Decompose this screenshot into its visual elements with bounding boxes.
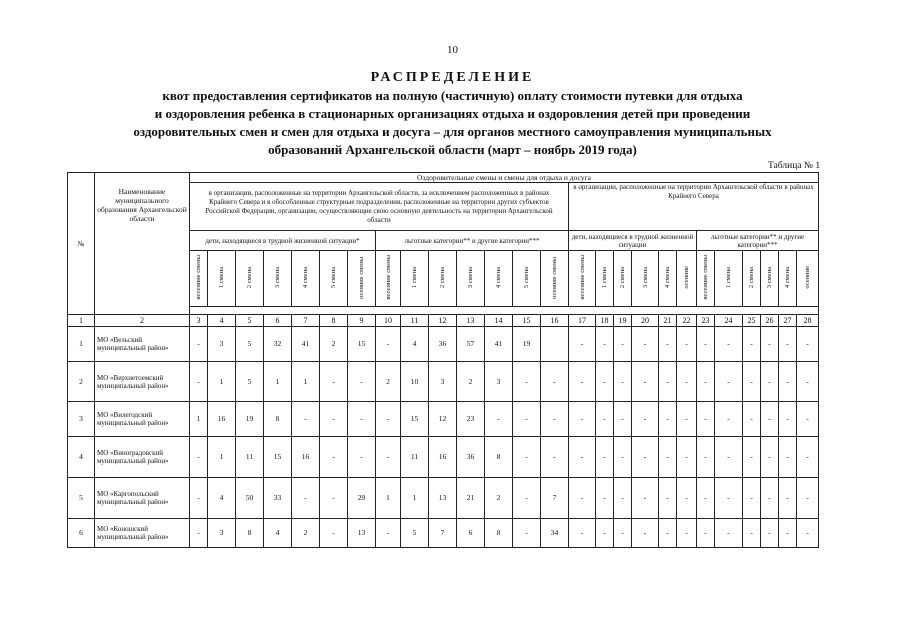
table-cell: - bbox=[513, 362, 541, 402]
header-shift-label: 5 смена bbox=[523, 266, 530, 289]
header-shift bbox=[743, 251, 761, 307]
table-cell: - bbox=[569, 327, 596, 362]
table-cell: 15 bbox=[264, 437, 292, 478]
header-shift bbox=[320, 251, 348, 307]
table-row bbox=[68, 478, 819, 519]
table-label: Таблица № 1 bbox=[768, 161, 821, 171]
row-number: 4 bbox=[68, 437, 95, 478]
header-shift bbox=[348, 251, 376, 307]
table-cell: - bbox=[761, 478, 779, 519]
table-cell: 1 bbox=[376, 478, 401, 519]
row-name: МО «Вилегодский муниципальный район» bbox=[95, 402, 190, 437]
table-cell: 8 bbox=[485, 519, 513, 548]
table-cell: - bbox=[797, 519, 819, 548]
column-number: 8 bbox=[320, 315, 348, 327]
header-shift bbox=[513, 251, 541, 307]
table-cell: 8 bbox=[264, 402, 292, 437]
table-cell: - bbox=[632, 437, 659, 478]
table-cell: 15 bbox=[348, 327, 376, 362]
table-cell: - bbox=[677, 437, 697, 478]
subtitle-line: образований Архангельской области (март – ноябрь 2019 года) bbox=[268, 142, 637, 157]
table-cell: 10 bbox=[401, 362, 429, 402]
header-spacer bbox=[190, 307, 819, 315]
table-cell: - bbox=[677, 362, 697, 402]
table-cell: - bbox=[659, 478, 677, 519]
table-cell: - bbox=[797, 437, 819, 478]
header-sub-a2: льготные категории** и другие категории*** bbox=[376, 231, 569, 251]
table-cell: 50 bbox=[236, 478, 264, 519]
table-cell: - bbox=[632, 519, 659, 548]
table-cell: - bbox=[761, 519, 779, 548]
table-cell: - bbox=[697, 362, 715, 402]
table-row bbox=[68, 362, 819, 402]
row-name: МО «Каргопольский муниципальный район» bbox=[95, 478, 190, 519]
table-cell: - bbox=[677, 402, 697, 437]
header-group-b: в организации, расположенные на территории Архангельской области в районах Крайнего Севера bbox=[569, 183, 819, 231]
column-number: 1 bbox=[68, 315, 95, 327]
column-number: 14 bbox=[485, 315, 513, 327]
table-cell: - bbox=[348, 437, 376, 478]
column-number: 21 bbox=[659, 315, 677, 327]
table-cell: 3 bbox=[208, 519, 236, 548]
table-cell: - bbox=[659, 327, 677, 362]
table-cell: - bbox=[614, 362, 632, 402]
table-cell: - bbox=[292, 402, 320, 437]
table-cell: - bbox=[715, 327, 743, 362]
column-number: 7 bbox=[292, 315, 320, 327]
table-cell: 2 bbox=[457, 362, 485, 402]
column-number: 20 bbox=[632, 315, 659, 327]
header-shift-label: весенние смены bbox=[195, 255, 202, 300]
table-cell: 1 bbox=[401, 478, 429, 519]
column-number: 27 bbox=[779, 315, 797, 327]
table-cell: 4 bbox=[401, 327, 429, 362]
header-shift-label: 3 смена bbox=[641, 266, 649, 289]
table-cell: - bbox=[569, 362, 596, 402]
table-cell: 16 bbox=[292, 437, 320, 478]
header-shift-label: весенние смены bbox=[384, 255, 392, 300]
row-number: 3 bbox=[68, 402, 95, 437]
table-cell: 19 bbox=[513, 327, 541, 362]
table-cell: - bbox=[596, 437, 614, 478]
header-name: Наименование муниципального образования Архангельской области bbox=[95, 173, 190, 315]
column-number: 23 bbox=[697, 315, 715, 327]
table-cell: 16 bbox=[429, 437, 457, 478]
header-shift bbox=[292, 251, 320, 307]
table-cell: 1 bbox=[208, 437, 236, 478]
table-cell: - bbox=[541, 437, 569, 478]
column-number: 28 bbox=[797, 315, 819, 327]
table-cell: - bbox=[761, 402, 779, 437]
header-shift-label: 3 смена bbox=[467, 266, 474, 289]
table-cell: 29 bbox=[348, 478, 376, 519]
table-cell: 5 bbox=[236, 327, 264, 362]
column-number: 2 bbox=[95, 315, 190, 327]
header-shift bbox=[236, 251, 264, 307]
table-cell: 3 bbox=[208, 327, 236, 362]
table-row bbox=[68, 519, 819, 548]
header-num: № bbox=[68, 173, 95, 315]
header-shift-label: 1 смена bbox=[725, 266, 732, 289]
table-cell: 5 bbox=[236, 362, 264, 402]
table-cell: 15 bbox=[401, 402, 429, 437]
header-shift-label: 2 смена bbox=[748, 266, 755, 289]
header-shift-label: весенние смены bbox=[702, 255, 709, 300]
header-shift bbox=[797, 251, 819, 307]
document-title: РАСПРЕДЕЛЕНИЕ bbox=[370, 70, 535, 85]
header-shift bbox=[614, 251, 632, 307]
table-cell: - bbox=[697, 327, 715, 362]
table-cell: 2 bbox=[376, 362, 401, 402]
table-cell: 1 bbox=[190, 402, 208, 437]
table-cell: 36 bbox=[457, 437, 485, 478]
table-cell: 57 bbox=[457, 327, 485, 362]
table-cell: - bbox=[715, 437, 743, 478]
header-shift-label: осенние смены bbox=[551, 256, 558, 299]
table-cell: - bbox=[190, 437, 208, 478]
column-number: 6 bbox=[264, 315, 292, 327]
table-row bbox=[68, 327, 819, 362]
column-number: 5 bbox=[236, 315, 264, 327]
table-cell: - bbox=[320, 478, 348, 519]
table-cell: - bbox=[569, 437, 596, 478]
table-cell: - bbox=[376, 327, 401, 362]
header-shift-label: 1 смена bbox=[218, 266, 225, 289]
table-cell: 16 bbox=[208, 402, 236, 437]
table-cell: - bbox=[541, 402, 569, 437]
column-number: 12 bbox=[429, 315, 457, 327]
column-number: 25 bbox=[743, 315, 761, 327]
table-cell: 41 bbox=[292, 327, 320, 362]
header-shift bbox=[659, 251, 677, 307]
table-cell: - bbox=[797, 362, 819, 402]
table-cell: - bbox=[541, 362, 569, 402]
table-cell: - bbox=[614, 437, 632, 478]
table-cell: - bbox=[513, 437, 541, 478]
table-row bbox=[68, 437, 819, 478]
table-cell: - bbox=[376, 437, 401, 478]
table-cell: 3 bbox=[485, 362, 513, 402]
table-cell: 8 bbox=[236, 519, 264, 548]
subtitle-line: оздоровительных смен и смен для отдыха и досуга – для органов местного самоуправления муниципальных bbox=[133, 124, 772, 139]
table-cell: - bbox=[779, 327, 797, 362]
header-shift bbox=[376, 251, 401, 307]
table-cell: - bbox=[320, 437, 348, 478]
table-cell: - bbox=[659, 362, 677, 402]
table-cell: - bbox=[715, 362, 743, 402]
header-sub-b2: льготные категории** и другие категории*** bbox=[697, 231, 819, 251]
row-name: МО «Вельский муниципальный район» bbox=[95, 327, 190, 362]
table-cell: 8 bbox=[485, 437, 513, 478]
table-cell: 12 bbox=[429, 402, 457, 437]
column-number: 17 bbox=[569, 315, 596, 327]
header-shift bbox=[596, 251, 614, 307]
header-shift bbox=[677, 251, 697, 307]
table-cell: 7 bbox=[541, 478, 569, 519]
table-cell: - bbox=[659, 437, 677, 478]
header-shift-label: осенние смены bbox=[358, 256, 365, 299]
table-cell: - bbox=[659, 519, 677, 548]
table-cell: - bbox=[677, 327, 697, 362]
table-cell: 2 bbox=[485, 478, 513, 519]
column-number: 19 bbox=[614, 315, 632, 327]
table-cell: - bbox=[797, 327, 819, 362]
table-cell: 11 bbox=[401, 437, 429, 478]
table-cell: - bbox=[761, 437, 779, 478]
table-cell: - bbox=[659, 402, 677, 437]
column-number: 16 bbox=[541, 315, 569, 327]
table-cell: - bbox=[614, 402, 632, 437]
table-cell: 36 bbox=[429, 327, 457, 362]
table-cell: - bbox=[697, 478, 715, 519]
header-shift bbox=[779, 251, 797, 307]
table-cell: 1 bbox=[208, 362, 236, 402]
table-cell: - bbox=[743, 519, 761, 548]
table-cell: - bbox=[485, 402, 513, 437]
column-number: 13 bbox=[457, 315, 485, 327]
table-cell: - bbox=[761, 362, 779, 402]
header-shift-label: 2 смена bbox=[439, 266, 446, 289]
page-number: 10 bbox=[447, 44, 458, 56]
table-cell: - bbox=[632, 478, 659, 519]
header-shift bbox=[761, 251, 779, 307]
header-shift bbox=[632, 251, 659, 307]
header-shift-label: 3 смена bbox=[274, 266, 281, 289]
table-cell: - bbox=[190, 327, 208, 362]
header-shift-label: осенние bbox=[683, 266, 690, 289]
header-shift-label: 4 смена bbox=[302, 266, 309, 289]
table-cell: - bbox=[632, 327, 659, 362]
column-number: 22 bbox=[677, 315, 697, 327]
table-cell: - bbox=[697, 437, 715, 478]
row-name: МО «Виноградовский муниципальный район» bbox=[95, 437, 190, 478]
table-cell: - bbox=[779, 478, 797, 519]
header-shift bbox=[569, 251, 596, 307]
table-cell: 41 bbox=[485, 327, 513, 362]
table-cell: - bbox=[292, 478, 320, 519]
table-cell: 6 bbox=[457, 519, 485, 548]
table-cell: - bbox=[376, 519, 401, 548]
subtitle-line: квот предоставления сертификатов на полную (частичную) оплату стоимости путевки для отдыха bbox=[162, 88, 743, 103]
header-shift bbox=[715, 251, 743, 307]
row-number: 2 bbox=[68, 362, 95, 402]
table-cell: - bbox=[743, 402, 761, 437]
table-cell: 34 bbox=[541, 519, 569, 548]
table-cell: - bbox=[513, 478, 541, 519]
header-shift-label: осенние bbox=[804, 266, 811, 289]
column-number: 15 bbox=[513, 315, 541, 327]
table-cell: - bbox=[376, 402, 401, 437]
table-cell: - bbox=[677, 478, 697, 519]
table-cell: - bbox=[779, 437, 797, 478]
row-name: МО «Верхнетоемский муниципальный район» bbox=[95, 362, 190, 402]
header-shift-label: 2 смена bbox=[246, 266, 253, 289]
table-cell: - bbox=[715, 478, 743, 519]
table-cell: - bbox=[513, 519, 541, 548]
table-cell: - bbox=[348, 402, 376, 437]
header-shift bbox=[208, 251, 236, 307]
table-cell: - bbox=[190, 478, 208, 519]
table-cell: - bbox=[697, 519, 715, 548]
table-cell: - bbox=[596, 327, 614, 362]
header-shift bbox=[429, 251, 457, 307]
table-cell: - bbox=[715, 519, 743, 548]
table-cell: - bbox=[596, 402, 614, 437]
table-cell: 23 bbox=[457, 402, 485, 437]
table-cell: - bbox=[614, 519, 632, 548]
table-cell: - bbox=[569, 519, 596, 548]
column-number: 11 bbox=[401, 315, 429, 327]
header-sub-b1: дети, находящиеся в трудной жизненной ситуации bbox=[569, 231, 697, 251]
table-cell: 5 bbox=[401, 519, 429, 548]
header-shift bbox=[264, 251, 292, 307]
header-shift-label: 1 смена bbox=[411, 266, 418, 289]
header-group-a: в организации, расположенные на территории Архангельской области, за исключением расположенных в районах Крайнего Севера и в обособленные структурные подразделения, расположенные на территории других субъектов Российской Федерации, организации, осуществляющие свою основную деятельность на территории Архангельской области bbox=[190, 183, 569, 231]
table-cell: - bbox=[513, 402, 541, 437]
table-cell: 4 bbox=[208, 478, 236, 519]
table-cell: - bbox=[779, 362, 797, 402]
header-shift-label: 1 смена bbox=[601, 266, 608, 289]
header-shift-label: 4 смена bbox=[664, 266, 671, 289]
column-number: 24 bbox=[715, 315, 743, 327]
row-number: 6 bbox=[68, 519, 95, 548]
subtitle-line: и оздоровления ребенка в стационарных организациях отдыха и оздоровления детей при проведении bbox=[154, 106, 751, 121]
header-shift bbox=[401, 251, 429, 307]
header-shift bbox=[457, 251, 485, 307]
table-cell: 33 bbox=[264, 478, 292, 519]
header-shift bbox=[485, 251, 513, 307]
table-cell: - bbox=[743, 327, 761, 362]
column-number: 4 bbox=[208, 315, 236, 327]
table-cell: - bbox=[761, 327, 779, 362]
table-cell: - bbox=[596, 519, 614, 548]
table-cell: - bbox=[715, 402, 743, 437]
quota-table bbox=[67, 172, 819, 548]
header-shift-label: весенние смены bbox=[578, 255, 586, 300]
table-cell: - bbox=[614, 327, 632, 362]
table-cell: 13 bbox=[348, 519, 376, 548]
header-shift bbox=[541, 251, 569, 307]
table-cell: - bbox=[348, 362, 376, 402]
table-cell: - bbox=[797, 402, 819, 437]
column-number: 9 bbox=[348, 315, 376, 327]
column-number: 3 bbox=[190, 315, 208, 327]
row-number: 5 bbox=[68, 478, 95, 519]
header-shift bbox=[190, 251, 208, 307]
table-cell: - bbox=[320, 519, 348, 548]
header-shift-label: 4 смена bbox=[784, 266, 791, 289]
header-shift-label: 5 смена bbox=[330, 266, 337, 289]
table-cell: 1 bbox=[264, 362, 292, 402]
table-cell: - bbox=[320, 402, 348, 437]
table-row bbox=[68, 402, 819, 437]
document-subtitle bbox=[70, 87, 835, 159]
table-cell: 21 bbox=[457, 478, 485, 519]
table-cell: 3 bbox=[429, 362, 457, 402]
table-cell: - bbox=[797, 478, 819, 519]
table-cell: - bbox=[677, 519, 697, 548]
table-cell: - bbox=[779, 402, 797, 437]
table-cell: - bbox=[632, 402, 659, 437]
header-top: Оздоровительные смены и смены для отдыха и досуга bbox=[190, 173, 819, 183]
row-number: 1 bbox=[68, 327, 95, 362]
table-cell: - bbox=[743, 437, 761, 478]
table-cell: 19 bbox=[236, 402, 264, 437]
header-shift-label: 3 смена bbox=[766, 266, 773, 289]
table-cell: - bbox=[743, 478, 761, 519]
table-cell: - bbox=[614, 478, 632, 519]
table-cell: - bbox=[190, 362, 208, 402]
table-cell: 13 bbox=[429, 478, 457, 519]
table-cell: - bbox=[320, 362, 348, 402]
table-cell: - bbox=[697, 402, 715, 437]
table-cell: - bbox=[190, 519, 208, 548]
table-cell: - bbox=[632, 362, 659, 402]
table-cell: - bbox=[569, 402, 596, 437]
table-cell: 4 bbox=[264, 519, 292, 548]
table-cell: - bbox=[779, 519, 797, 548]
table-cell: - bbox=[596, 362, 614, 402]
table-cell: - bbox=[569, 478, 596, 519]
column-number: 26 bbox=[761, 315, 779, 327]
column-number: 10 bbox=[376, 315, 401, 327]
table-cell: 2 bbox=[292, 519, 320, 548]
header-shift-label: 2 смена bbox=[619, 266, 626, 289]
table-cell: 7 bbox=[429, 519, 457, 548]
column-number: 18 bbox=[596, 315, 614, 327]
table-cell: - bbox=[596, 478, 614, 519]
header-sub-a1: дети, находящиеся в трудной жизненной ситуации* bbox=[190, 231, 376, 251]
header-shift bbox=[697, 251, 715, 307]
table-cell: 11 bbox=[236, 437, 264, 478]
table-cell bbox=[541, 327, 569, 362]
header-shift-label: 4 смена bbox=[495, 266, 502, 289]
table-cell: 2 bbox=[320, 327, 348, 362]
table-cell: - bbox=[743, 362, 761, 402]
table-cell: 32 bbox=[264, 327, 292, 362]
row-name: МО «Коношский муниципальный район» bbox=[95, 519, 190, 548]
table-cell: 1 bbox=[292, 362, 320, 402]
